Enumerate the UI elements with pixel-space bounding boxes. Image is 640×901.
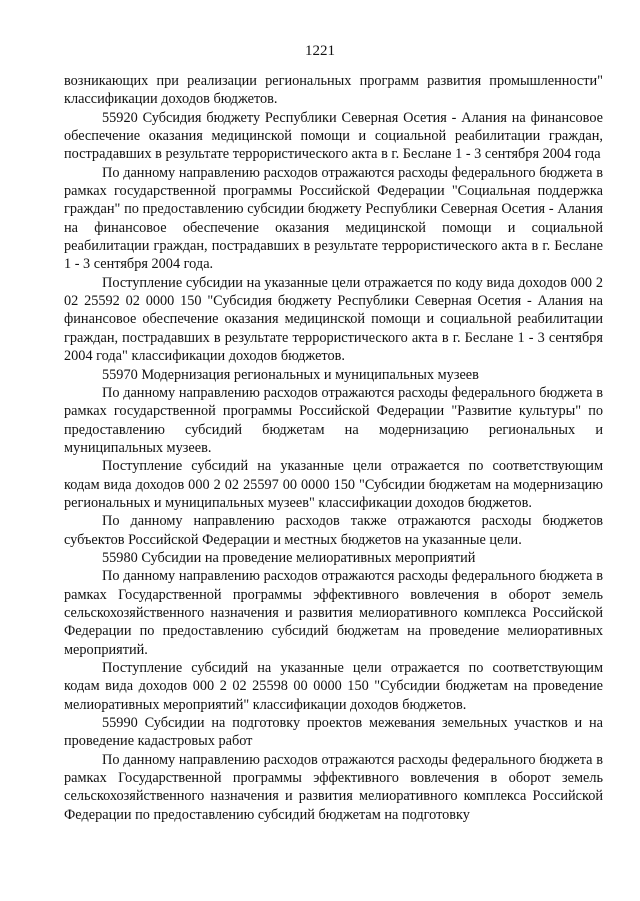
paragraph: Поступление субсидий на указанные цели отражается по соответствующим кодам вида доходов 000 2 02 25598 00 0000 150 "Субсидии бюджетам на проведение мелиоративных мероприятий" классификации доходов бюджетов. xyxy=(64,660,603,713)
section-heading-55990: 55990 Субсидии на подготовку проектов межевания земельных участков и на проведение кадастровых работ xyxy=(64,715,603,750)
paragraph: По данному направлению расходов отражаются расходы федерального бюджета в рамках Государственной программы эффективного вовлечения в оборот земель сельскохозяйственного назначения и развития мелиоративного комплекса Российской Федерации по предоставлению субсидий бюджетам на проведение мелиоративных мероприятий. xyxy=(64,568,603,658)
paragraph: По данному направлению расходов отражаются расходы федерального бюджета в рамках Государственной программы эффективного вовлечения в оборот земель сельскохозяйственного назначения и развития мелиоративного комплекса Российской Федерации по предоставлению субсидий бюджетам на подготовку xyxy=(64,751,603,823)
paragraph: Поступление субсидий на указанные цели отражается по соответствующим кодам вида доходов 000 2 02 25597 00 0000 150 "Субсидии бюджетам на модернизацию региональных и муниципальных музеев" классификации доходов бюджетов. xyxy=(64,458,603,511)
section-heading-55970: 55970 Модернизация региональных и муниципальных музеев xyxy=(102,366,479,383)
page-number: 1221 xyxy=(305,43,335,59)
paragraph: Поступление субсидии на указанные цели отражается по коду вида доходов 000 2 02 25592 02 0000 150 "Субсидия бюджету Республики Северная Осетия - Алания на финансовое обеспечение оказания медицинской помощи и социальной реабилитации граждан, пострадавших в результате террористического акта в г. Беслане 1 - 3 сентября 2004 года" классификации доходов бюджетов. xyxy=(64,274,603,365)
paragraph: По данному направлению расходов отражаются расходы федерального бюджета в рамках государственной программы Российской Федерации "Развитие культуры" по предоставлению субсидий бюджетам на модернизацию региональных и муниципальных музеев. xyxy=(64,384,603,456)
section-heading-55920: 55920 Субсидия бюджету Республики Северная Осетия - Алания на финансовое обеспечение оказания медицинской помощи и социальной реабилитации граждан, пострадавших в результате террористического акта в г. Беслане 1 - 3 сентября 2004 года xyxy=(64,109,603,163)
section-heading-55980: 55980 Субсидии на проведение мелиоративных мероприятий xyxy=(102,549,476,566)
paragraph: По данному направлению расходов также отражаются расходы бюджетов субъектов Российской Федерации и местных бюджетов на указанные цели. xyxy=(64,513,603,548)
document-body xyxy=(64,72,603,824)
paragraph-continuation: возникающих при реализации региональных программ развития промышленности" классификации доходов бюджетов. xyxy=(64,73,603,108)
paragraph: По данному направлению расходов отражаются расходы федерального бюджета в рамках государственной программы Российской Федерации "Социальная поддержка граждан" по предоставлению субсидии бюджету Республики Северная Осетия - Алания на финансовое обеспечение оказания медицинской помощи и социальной реабилитации граждан, пострадавших в результате террористического акта в г. Беслане 1 - 3 сентября 2004 года. xyxy=(64,164,603,273)
